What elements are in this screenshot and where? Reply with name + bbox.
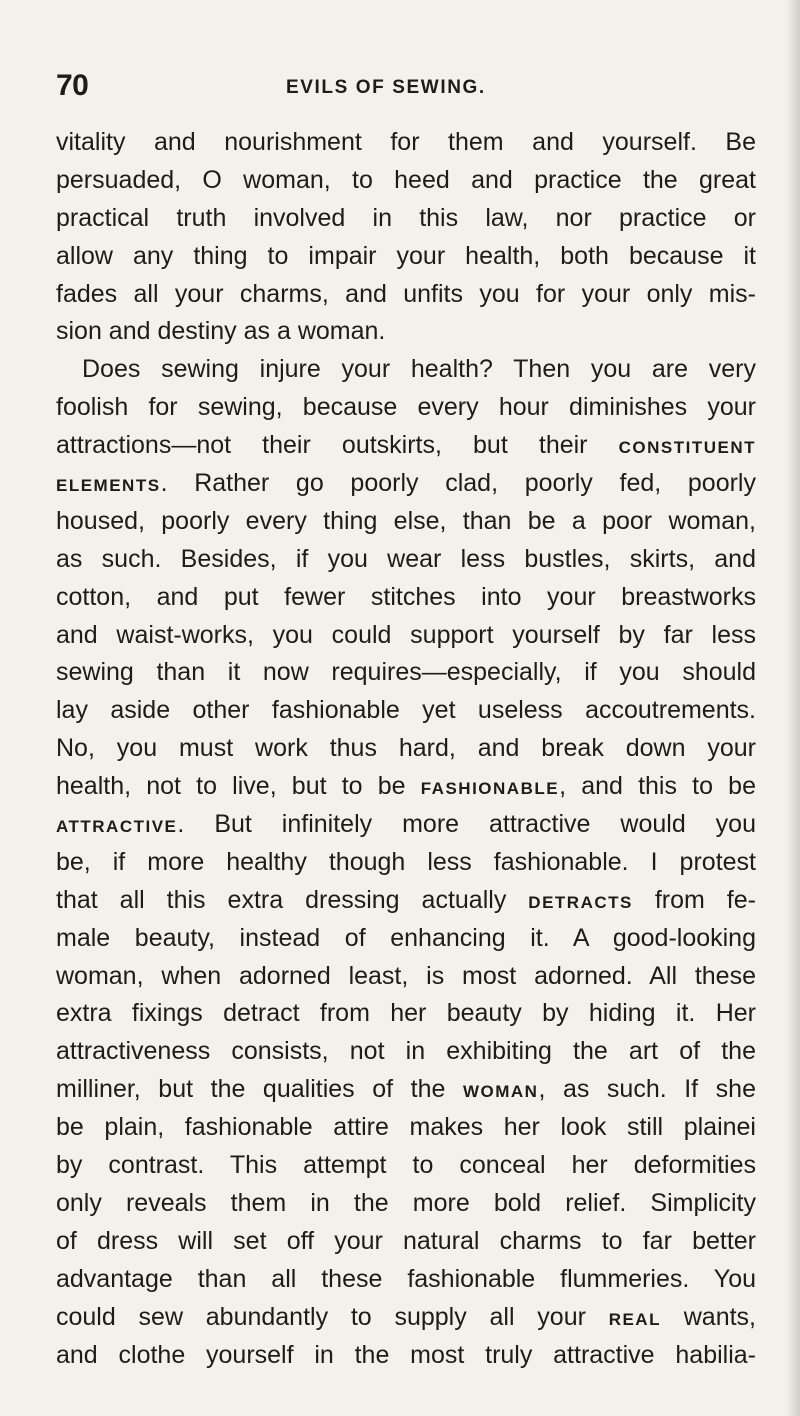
text-line: could sew abundantly to supply all your REAL wants, — [56, 1302, 756, 1331]
page-edge-shadow — [786, 0, 800, 1416]
text-line: persuaded, O woman, to heed and practice the great — [56, 165, 756, 194]
text-line: milliner, but the qualities of the WOMAN, as such. If she — [56, 1075, 756, 1104]
text-line: that all this extra dressing actually DETRACTS from fe- — [56, 885, 756, 914]
text-line: only reveals them in the more bold relief. Simplicity — [56, 1188, 756, 1217]
text-line: sewing than it now requires—especially, if you should — [56, 658, 756, 687]
text-line: of dress will set off your natural charms to far better — [56, 1226, 756, 1255]
small-caps-text: ATTRACTIVE — [56, 817, 178, 837]
text-line: No, you must work thus hard, and break down your — [56, 734, 756, 763]
small-caps-text: CONSTITUENT — [618, 438, 756, 458]
text-line: woman, when adorned least, is most adorned. All these — [56, 961, 756, 990]
text-line: attractions—not their outskirts, but their CONSTITUENT — [56, 431, 756, 460]
text-line: practical truth involved in this law, nor practice or — [56, 203, 756, 232]
text-line: advantage than all these fashionable flummeries. You — [56, 1264, 756, 1293]
text-line: fades all your charms, and unfits you for your only mis- — [56, 279, 756, 308]
text-line: housed, poorly every thing else, than be a poor woman, — [56, 506, 756, 535]
text-line: and waist-works, you could support yourself by far less — [56, 620, 756, 649]
text-line: Does sewing injure your health? Then you are very — [82, 355, 756, 384]
page-number: 70 — [56, 69, 89, 102]
text-line: be, if more healthy though less fashionable. I protest — [56, 847, 756, 876]
text-line: cotton, and put fewer stitches into your breastworks — [56, 582, 756, 611]
text-line: ELEMENTS. Rather go poorly clad, poorly fed, poorly — [56, 469, 756, 498]
running-header — [56, 66, 756, 106]
small-caps-text: ELEMENTS — [56, 476, 161, 496]
text-line: be plain, fashionable attire makes her look still plainei — [56, 1113, 756, 1142]
text-line: health, not to live, but to be FASHIONABLE, and this to be — [56, 772, 756, 801]
text-line: allow any thing to impair your health, both because it — [56, 241, 756, 270]
text-line: sion and destiny as a woman. — [56, 317, 386, 346]
text-line: as such. Besides, if you wear less bustles, skirts, and — [56, 544, 756, 573]
text-line: and clothe yourself in the most truly attractive habilia- — [56, 1340, 756, 1369]
text-line: foolish for sewing, because every hour diminishes your — [56, 393, 756, 422]
small-caps-text: REAL — [608, 1309, 661, 1329]
text-line: ATTRACTIVE. But infinitely more attractive would you — [56, 810, 756, 839]
text-line: vitality and nourishment for them and yourself. Be — [56, 128, 756, 156]
body-text — [56, 124, 756, 1374]
text-line: attractiveness consists, not in exhibiting the art of the — [56, 1037, 756, 1066]
small-caps-text: WOMAN — [462, 1082, 539, 1102]
small-caps-text: FASHIONABLE — [420, 779, 560, 799]
text-line: lay aside other fashionable yet useless accoutrements. — [56, 696, 756, 725]
text-line: male beauty, instead of enhancing it. A good-looking — [56, 923, 756, 952]
text-line: by contrast. This attempt to conceal her deformities — [56, 1151, 756, 1180]
running-title: EVILS OF SEWING. — [286, 77, 486, 98]
small-caps-text: DETRACTS — [528, 892, 633, 912]
text-line: extra fixings detract from her beauty by hiding it. Her — [56, 999, 756, 1028]
